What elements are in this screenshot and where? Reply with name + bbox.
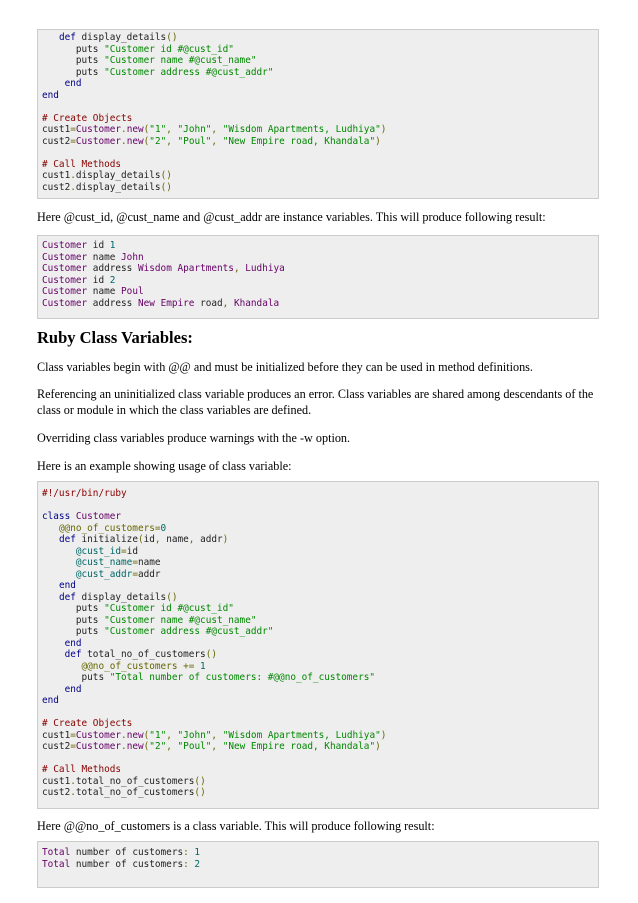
- code-token: .: [121, 729, 127, 741]
- code-token: 1: [200, 660, 206, 672]
- code-line: [42, 534, 228, 545]
- code-token: [42, 684, 65, 695]
- code-token: Customer: [42, 286, 88, 297]
- code-token: def: [58, 591, 76, 603]
- code-token: ,: [211, 729, 223, 741]
- code-block-display-details: [37, 29, 599, 199]
- code-line: [42, 159, 121, 170]
- code-token: [42, 546, 76, 557]
- code-line: [42, 649, 217, 660]
- code-token: [42, 569, 76, 580]
- code-token: id: [87, 274, 110, 286]
- code-token: Ludhiya: [245, 263, 285, 274]
- code-token: cust1: [42, 729, 71, 741]
- code-line: [42, 275, 115, 286]
- code-token: "Customer address #@cust_addr": [104, 626, 274, 637]
- code-token: [42, 580, 59, 591]
- code-token: cust2: [42, 135, 71, 147]
- code-token: Customer: [75, 124, 122, 135]
- code-line: [42, 78, 82, 89]
- code-line: [42, 286, 144, 297]
- code-token: display_details: [75, 591, 167, 603]
- code-line: [42, 32, 177, 43]
- code-token: 2: [109, 274, 116, 286]
- section-heading: Ruby Class Variables:: [37, 328, 193, 347]
- code-token: ,: [166, 124, 178, 135]
- code-token: end: [64, 78, 82, 89]
- code-token: 0: [160, 522, 167, 534]
- code-line: [42, 661, 206, 672]
- code-token: .: [121, 741, 127, 752]
- code-line: [42, 718, 132, 729]
- code-token: ,: [166, 135, 178, 147]
- code-line: [42, 580, 76, 591]
- code-token: Customer: [42, 274, 88, 286]
- code-token: [42, 661, 82, 672]
- paragraph-example-intro: Here is an example showing usage of class variable:: [37, 459, 292, 473]
- code-token: "1": [149, 729, 167, 741]
- code-token: end: [58, 580, 76, 591]
- code-token: number of customers: [70, 847, 184, 858]
- code-token: "Customer name #@cust_name": [104, 614, 257, 626]
- code-token: cust2: [42, 787, 71, 798]
- code-token: display_details: [75, 181, 161, 193]
- code-token: "Customer id #@cust_id": [104, 603, 234, 614]
- code-token: @cust_id: [75, 545, 122, 557]
- code-line: [42, 67, 273, 78]
- code-token: (: [143, 729, 150, 741]
- code-token: =: [70, 729, 76, 741]
- code-token: =: [121, 545, 127, 557]
- code-token: "John": [177, 729, 212, 741]
- code-token: (): [194, 775, 206, 787]
- code-token: puts: [42, 614, 105, 626]
- code-line: [42, 182, 172, 193]
- code-token: ,: [154, 534, 167, 545]
- code-token: +=: [177, 660, 201, 672]
- code-token: (: [143, 124, 150, 135]
- code-token: "1": [149, 124, 167, 135]
- code-line: [42, 124, 386, 135]
- code-line: [42, 626, 273, 637]
- code-token: name: [137, 557, 161, 568]
- code-token: ): [375, 135, 381, 147]
- code-line: [42, 90, 59, 101]
- code-token: cust1: [42, 775, 71, 787]
- code-token: =: [132, 557, 138, 568]
- code-line: [42, 488, 127, 499]
- code-line: [42, 136, 381, 147]
- code-token: Customer: [42, 263, 88, 274]
- code-line: [42, 252, 144, 263]
- code-token: ,: [233, 263, 246, 274]
- code-line: [42, 298, 279, 309]
- code-token: "Wisdom Apartments, Ludhiya": [222, 124, 381, 135]
- code-token: cust1: [42, 124, 71, 135]
- code-token: id: [87, 240, 110, 251]
- code-token: =: [70, 741, 76, 752]
- code-token: @@no_of_customers: [58, 522, 155, 534]
- code-token: end: [64, 637, 82, 649]
- code-token: display_details: [75, 170, 161, 181]
- code-token: =: [154, 522, 161, 534]
- code-token: id: [126, 545, 138, 557]
- code-token: def: [58, 534, 76, 545]
- code-token: Total: [42, 858, 71, 870]
- code-token: addr: [137, 568, 161, 580]
- code-token: .: [121, 124, 127, 135]
- code-token: "2": [149, 741, 167, 752]
- code-token: "Poul": [177, 741, 212, 752]
- code-token: class: [42, 511, 71, 522]
- code-token: =: [132, 568, 138, 580]
- code-token: ): [380, 729, 387, 741]
- code-token: new: [126, 135, 144, 147]
- code-token: .: [70, 170, 76, 181]
- code-token: addr: [200, 534, 223, 545]
- code-token: (): [160, 181, 172, 193]
- code-token: =: [70, 135, 76, 147]
- code-token: 1: [194, 847, 201, 858]
- code-line: [42, 787, 206, 798]
- code-line: [42, 546, 138, 557]
- code-token: "John": [177, 124, 212, 135]
- code-token: :: [183, 858, 195, 870]
- code-token: "Customer address #@cust_addr": [104, 66, 274, 78]
- code-token: [42, 534, 59, 545]
- paragraph-uninitialized-class-variable: Referencing an uninitialized class variable produces an error. Class variables are shared among descendants of the class or module in which the class variables are defined.: [37, 387, 594, 417]
- code-line: [42, 847, 200, 858]
- code-token: ,: [211, 741, 223, 752]
- code-token: puts: [42, 55, 105, 66]
- code-token: # Create Objects: [42, 718, 133, 729]
- code-token: cust2: [42, 181, 71, 193]
- code-token: Customer: [42, 240, 88, 251]
- code-token: 1: [109, 240, 116, 251]
- code-token: [42, 638, 65, 649]
- code-token: .: [70, 775, 76, 787]
- code-token: ): [380, 124, 387, 135]
- code-token: puts: [42, 66, 105, 78]
- code-token: "Poul": [177, 135, 212, 147]
- code-token: ): [375, 741, 381, 752]
- paragraph-class-variables-intro: Class variables begin with @@ and must be initialized before they can be used in method definitions.: [37, 360, 533, 374]
- code-token: puts: [42, 43, 105, 55]
- code-token: [42, 649, 65, 660]
- code-token: :: [183, 847, 195, 858]
- code-token: puts: [42, 603, 105, 614]
- code-token: Customer: [75, 511, 122, 522]
- code-token: ,: [222, 297, 234, 309]
- code-token: # Call Methods: [42, 764, 122, 775]
- code-line: [42, 603, 234, 614]
- code-line: [42, 557, 161, 568]
- code-token: total_no_of_customers: [81, 649, 206, 660]
- code-token: "New Empire road, Khandala": [222, 135, 376, 147]
- code-line: [42, 523, 166, 534]
- code-token: New: [137, 297, 155, 309]
- code-token: # Create Objects: [42, 112, 133, 124]
- code-token: (): [166, 32, 178, 43]
- code-token: address: [87, 263, 138, 274]
- code-token: new: [126, 124, 144, 135]
- code-line: [42, 776, 206, 787]
- code-token: ): [222, 534, 229, 545]
- code-token: 2: [194, 858, 201, 870]
- output-block-instance-variables: [37, 235, 599, 319]
- code-token: name: [87, 251, 122, 263]
- code-token: (: [143, 135, 150, 147]
- code-token: end: [42, 695, 59, 706]
- code-token: cust2: [42, 741, 71, 752]
- code-token: "New Empire road, Khandala": [222, 741, 376, 752]
- code-token: "Total number of customers: #@@no_of_customers": [109, 672, 376, 683]
- code-token: [42, 523, 59, 534]
- code-token: =: [70, 124, 76, 135]
- code-line: [42, 569, 161, 580]
- code-token: name: [87, 286, 122, 297]
- code-line: [42, 113, 132, 124]
- code-token: initialize: [75, 534, 138, 545]
- code-token: [42, 592, 59, 603]
- code-token: Wisdom: [137, 263, 172, 274]
- output-block-class-variable: [37, 841, 599, 888]
- code-token: Customer: [42, 251, 88, 263]
- code-block-class-variable-example: [37, 481, 599, 809]
- code-token: (: [137, 534, 144, 545]
- code-token: Customer: [75, 729, 122, 741]
- code-token: total_no_of_customers: [75, 775, 195, 787]
- code-token: end: [42, 89, 59, 101]
- code-token: Empire: [160, 297, 195, 309]
- code-token: [42, 557, 76, 568]
- code-line: [42, 511, 121, 522]
- code-token: [42, 78, 65, 89]
- code-token: Customer: [75, 135, 122, 147]
- code-token: # Call Methods: [42, 158, 122, 170]
- code-line: [42, 730, 386, 741]
- code-token: Customer: [75, 741, 122, 752]
- code-token: Poul: [121, 286, 144, 297]
- code-token: #!/usr/bin/ruby: [42, 488, 127, 499]
- code-token: ,: [166, 741, 178, 752]
- code-token: number of customers: [70, 858, 184, 870]
- code-token: Khandala: [233, 297, 280, 309]
- code-line: [42, 638, 82, 649]
- code-token: def: [58, 32, 76, 43]
- code-line: [42, 240, 115, 251]
- paragraph-class-variable-result: Here @@no_of_customers is a class variable. This will produce following result:: [37, 819, 435, 833]
- code-line: [42, 695, 59, 706]
- code-token: ,: [211, 124, 223, 135]
- code-token: (): [194, 787, 206, 798]
- code-token: address: [87, 297, 138, 309]
- code-line: [42, 741, 381, 752]
- code-line: [42, 859, 200, 870]
- code-token: def: [64, 649, 82, 660]
- code-token: total_no_of_customers: [75, 787, 195, 798]
- code-token: ,: [188, 534, 201, 545]
- code-token: name: [166, 534, 189, 545]
- code-token: Total: [42, 847, 71, 858]
- code-token: "2": [149, 135, 167, 147]
- code-line: [42, 44, 234, 55]
- code-line: [42, 615, 257, 626]
- code-token: (): [205, 649, 217, 660]
- code-token: display_details: [75, 32, 167, 43]
- code-token: (): [160, 170, 172, 181]
- code-token: "Wisdom Apartments, Ludhiya": [222, 729, 381, 741]
- code-token: ,: [166, 729, 178, 741]
- code-token: (: [143, 741, 150, 752]
- code-token: @cust_name: [75, 557, 133, 568]
- code-token: (): [166, 591, 178, 603]
- code-line: [42, 170, 172, 181]
- code-token: Customer: [42, 297, 88, 309]
- code-token: [42, 32, 59, 43]
- code-token: end: [64, 683, 82, 695]
- code-line: [42, 263, 285, 274]
- code-line: [42, 684, 82, 695]
- code-line: [42, 55, 257, 66]
- code-token: id: [143, 534, 155, 545]
- code-token: .: [70, 181, 76, 193]
- code-token: puts: [42, 672, 110, 683]
- code-token: "Customer id #@cust_id": [104, 43, 234, 55]
- code-token: .: [70, 787, 76, 798]
- code-token: road: [194, 297, 223, 309]
- code-token: .: [121, 135, 127, 147]
- code-token: Apartments: [177, 263, 234, 274]
- code-token: @cust_addr: [75, 568, 133, 580]
- code-token: new: [126, 729, 144, 741]
- code-token: puts: [42, 626, 105, 637]
- paragraph-instance-variables: Here @cust_id, @cust_name and @cust_addr are instance variables. This will produce following result:: [37, 210, 546, 224]
- code-line: [42, 592, 177, 603]
- code-token: @@no_of_customers: [81, 660, 178, 672]
- code-token: John: [121, 251, 144, 263]
- code-token: ,: [211, 135, 223, 147]
- code-token: new: [126, 741, 144, 752]
- code-token: "Customer name #@cust_name": [104, 55, 257, 66]
- code-line: [42, 672, 375, 683]
- paragraph-overriding-warning: Overriding class variables produce warnings with the -w option.: [37, 431, 351, 445]
- code-token: cust1: [42, 170, 71, 181]
- code-line: [42, 764, 121, 775]
